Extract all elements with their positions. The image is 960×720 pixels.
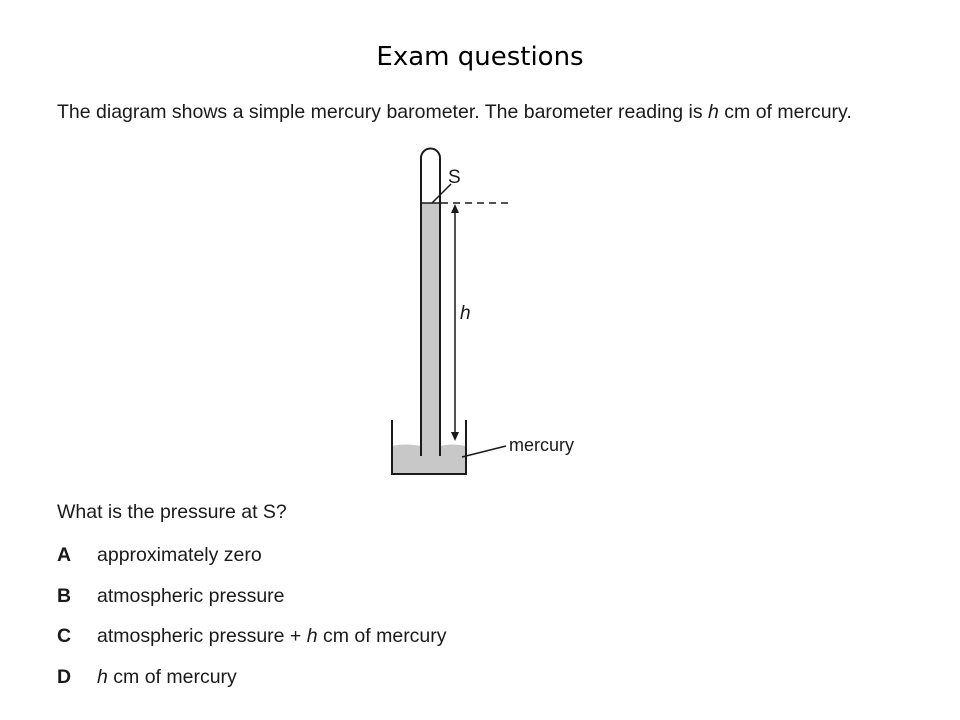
option-letter: C [57,625,72,647]
option-d[interactable] [57,666,447,707]
option-b[interactable] [57,585,447,626]
label-mercury: mercury [509,435,575,455]
option-text [97,625,447,648]
option-text-pre: atmospheric pressure + [97,625,307,647]
answer-options [57,544,447,706]
option-text-pre: approximately zero [97,544,262,566]
option-text-post: cm of mercury [107,665,237,688]
mercury-pointer [462,446,506,457]
option-text [97,666,237,689]
label-h: h [460,303,471,324]
option-letter: B [57,584,72,607]
option-text [97,544,262,567]
label-s: S [448,167,461,188]
question-prompt: What is the pressure at S? [57,501,287,523]
option-variable: h [306,625,318,647]
arrow-head-up [451,204,459,213]
option-c[interactable] [57,625,447,666]
option-letter: D [57,665,72,688]
option-variable: h [97,665,108,688]
option-a[interactable] [57,544,447,585]
stem-variable-h: h [708,101,719,123]
mercury-column [421,203,440,474]
option-letter: A [57,544,72,566]
stem-text-2: cm of mercury. [718,101,852,123]
stem-text-1: The diagram shows a simple mercury barometer. The barometer reading is [57,101,709,123]
option-text-post: cm of mercury [317,625,447,647]
slide-title: Exam questions [376,42,584,72]
arrow-head-down [451,432,459,441]
option-text-pre: atmospheric pressure [97,584,285,607]
option-text [97,585,285,608]
